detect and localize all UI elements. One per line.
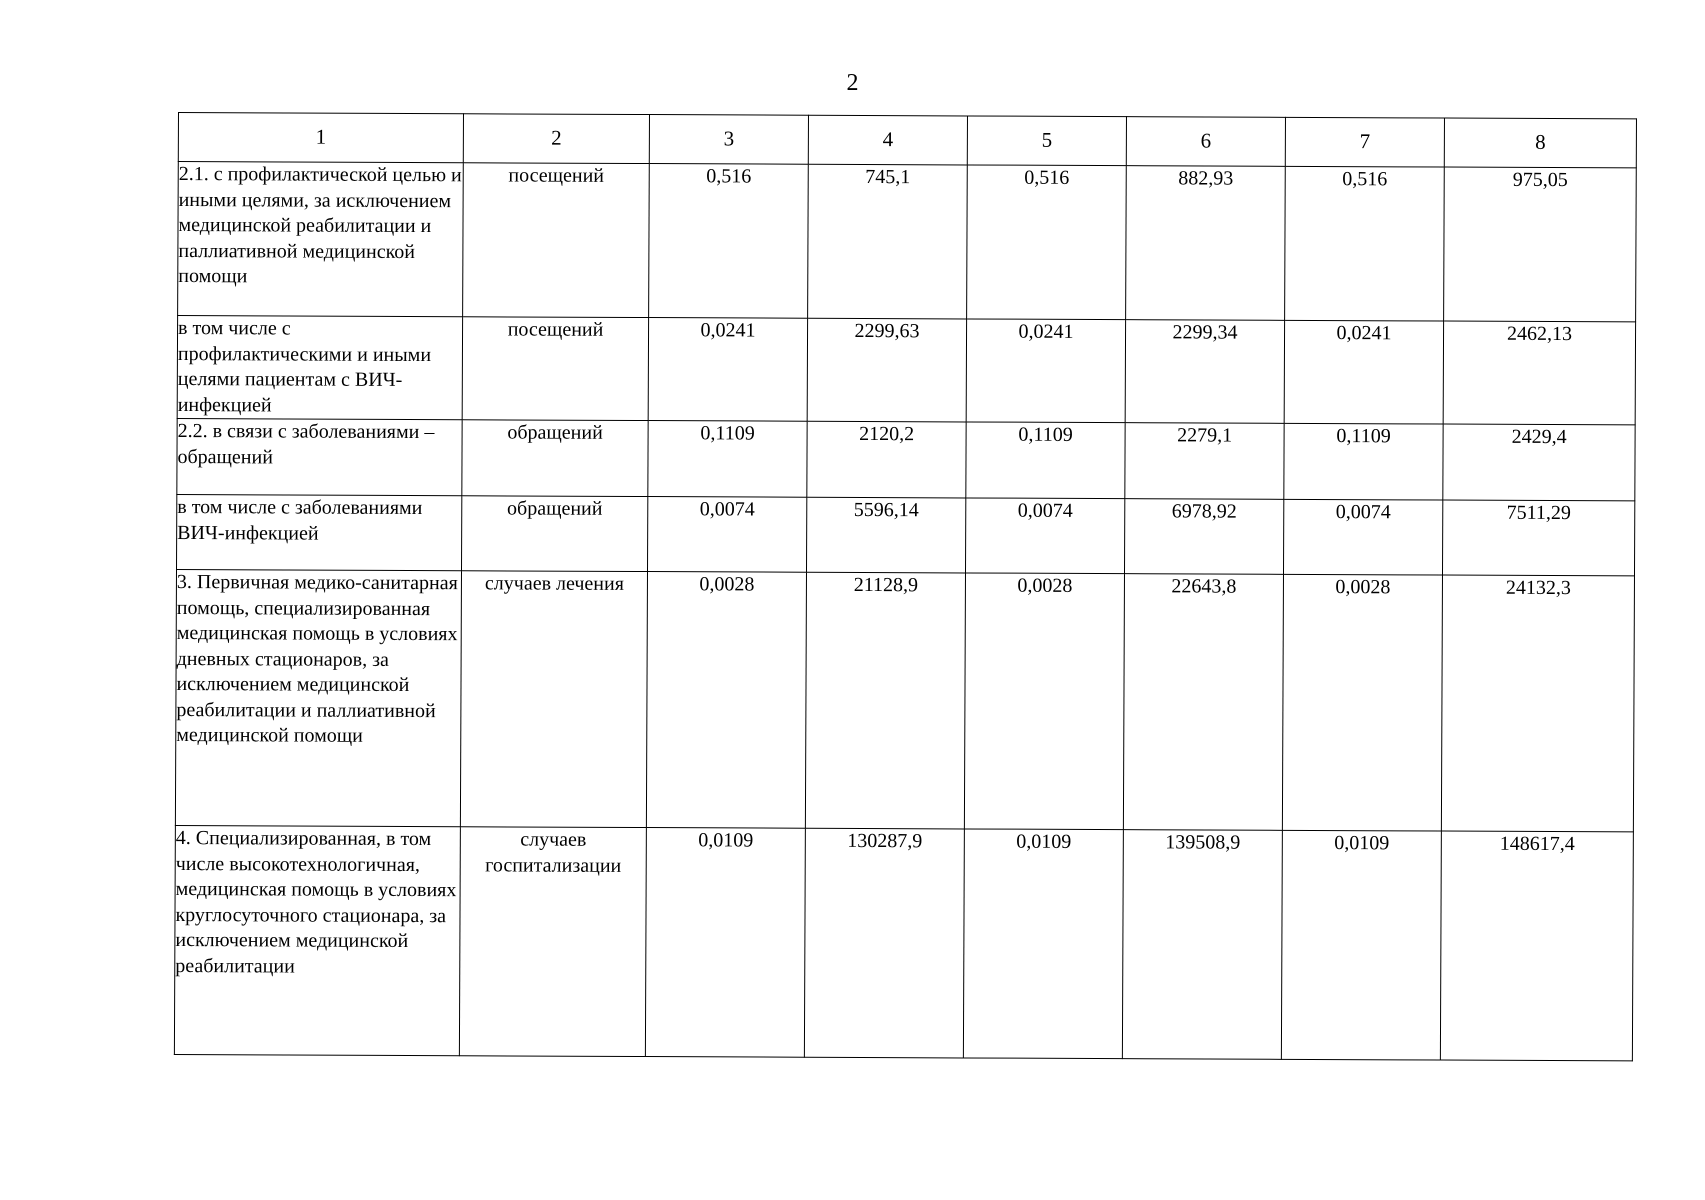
column-header: 1 bbox=[178, 113, 463, 163]
value-cell: 2279,1 bbox=[1125, 423, 1284, 500]
value-cell: 0,0241 bbox=[966, 319, 1125, 423]
value-cell: 882,93 bbox=[1126, 166, 1286, 321]
value-cell: 0,0109 bbox=[963, 829, 1123, 1059]
value-cell: 24132,3 bbox=[1441, 575, 1634, 832]
value-cell: 0,1109 bbox=[966, 422, 1125, 499]
row-name-cell: в том числе с профилактическими и иными целями пациентам с ВИЧ-инфекцией bbox=[177, 316, 462, 420]
value-cell: 5596,14 bbox=[806, 497, 965, 573]
unit-cell: посещений bbox=[463, 163, 650, 318]
table-row bbox=[177, 494, 1635, 575]
value-cell: 0,0074 bbox=[647, 497, 806, 573]
header-row bbox=[178, 113, 1636, 168]
row-name-cell: в том числе с заболеваниями ВИЧ-инфекцией bbox=[177, 494, 462, 570]
column-header: 5 bbox=[967, 116, 1126, 166]
value-cell: 0,0028 bbox=[1282, 574, 1442, 831]
value-cell: 0,516 bbox=[1285, 166, 1445, 321]
unit-cell: посещений bbox=[462, 317, 648, 421]
value-cell: 0,0241 bbox=[1284, 320, 1443, 424]
value-cell: 0,0028 bbox=[646, 572, 806, 829]
value-cell: 21128,9 bbox=[805, 572, 965, 829]
column-header: 4 bbox=[808, 115, 967, 165]
row-name-cell: 2.1. с профилактической целью и иными целями, за исключением медицинской реабилитации и паллиативной медицинской помощи bbox=[178, 162, 464, 317]
unit-cell: обращений bbox=[462, 420, 648, 497]
value-cell: 0,1109 bbox=[1284, 423, 1443, 500]
table-row bbox=[177, 316, 1635, 425]
page-number: 2 bbox=[846, 70, 859, 96]
value-cell: 2462,13 bbox=[1443, 321, 1635, 425]
value-cell: 2120,2 bbox=[807, 421, 966, 498]
row-name-cell: 3. Первичная медико-санитарная помощь, специализированная медицинская помощь в условиях дневных стационаров, за исключением медицинской реабилитации и паллиативной медицинской помощи bbox=[175, 569, 461, 826]
value-cell: 0,0109 bbox=[645, 828, 805, 1058]
unit-cell: обращений bbox=[462, 496, 648, 572]
column-header: 6 bbox=[1126, 117, 1285, 167]
value-cell: 0,516 bbox=[649, 164, 809, 319]
value-cell: 139508,9 bbox=[1122, 830, 1282, 1060]
value-cell: 745,1 bbox=[808, 164, 968, 319]
value-cell: 7511,29 bbox=[1442, 500, 1634, 576]
table-row bbox=[177, 418, 1635, 500]
value-cell: 0,516 bbox=[967, 165, 1127, 320]
value-cell: 0,0109 bbox=[1281, 830, 1441, 1060]
value-cell: 0,0028 bbox=[964, 573, 1124, 830]
row-name-cell: 2.2. в связи с заболеваниями – обращений bbox=[177, 418, 462, 495]
column-header: 2 bbox=[463, 114, 649, 164]
value-cell: 22643,8 bbox=[1123, 574, 1283, 831]
value-cell: 2299,34 bbox=[1125, 320, 1284, 424]
value-cell: 0,0074 bbox=[1283, 499, 1442, 575]
value-cell: 0,0074 bbox=[965, 498, 1124, 574]
unit-cell: случаев лечения bbox=[460, 571, 647, 828]
column-header: 8 bbox=[1444, 118, 1636, 168]
value-cell: 975,05 bbox=[1444, 167, 1637, 322]
value-cell: 130287,9 bbox=[804, 828, 964, 1058]
unit-cell: случаев госпитализации bbox=[459, 827, 646, 1057]
data-table bbox=[174, 112, 1637, 1061]
column-header: 3 bbox=[649, 115, 808, 165]
row-name-cell: 4. Специализированная, в том числе высокотехнологичная, медицинская помощь в условиях круглосуточного стационара, за исключением медицинской реабилитации bbox=[174, 825, 460, 1055]
value-cell: 2429,4 bbox=[1443, 424, 1635, 501]
table-row bbox=[178, 162, 1637, 322]
column-header: 7 bbox=[1285, 117, 1444, 167]
table-row bbox=[175, 569, 1634, 831]
value-cell: 148617,4 bbox=[1440, 831, 1633, 1061]
value-cell: 6978,92 bbox=[1124, 499, 1283, 575]
value-cell: 0,1109 bbox=[648, 421, 807, 498]
table-row bbox=[174, 825, 1633, 1060]
value-cell: 2299,63 bbox=[807, 318, 966, 422]
value-cell: 0,0241 bbox=[648, 318, 807, 422]
